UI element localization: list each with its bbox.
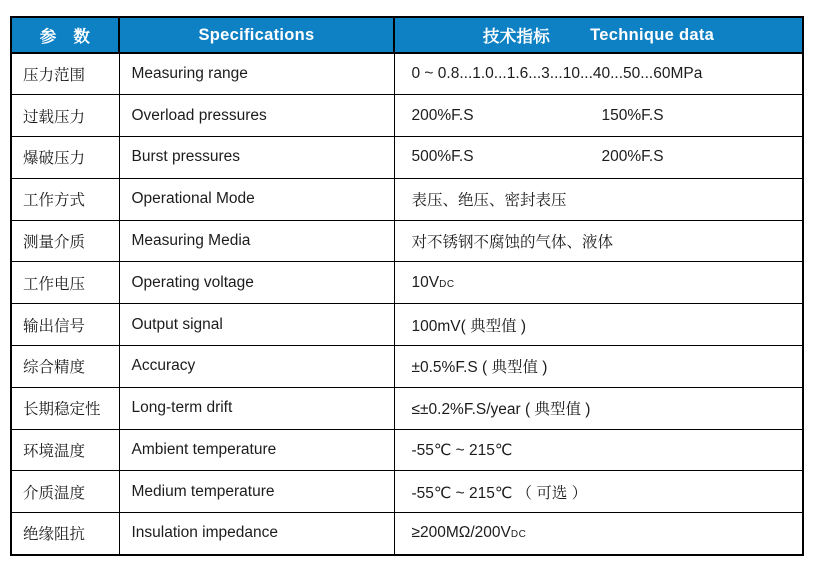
value-text: 500%F.S	[411, 148, 474, 166]
header-row	[11, 17, 803, 53]
value-secondary: 150%F.S	[601, 106, 664, 124]
value-text: 200%F.S	[411, 106, 474, 124]
table-row	[11, 304, 803, 346]
technique-value-cell	[394, 387, 803, 429]
technique-value-cell	[394, 178, 803, 220]
technique-value-cell	[394, 53, 803, 95]
value-text: 100mV( 典型值 )	[411, 317, 527, 335]
parameter-cn-cell: 工作电压	[11, 262, 119, 304]
technique-value-cell	[394, 137, 803, 179]
value-text: 表压、绝压、密封表压	[411, 192, 567, 210]
technique-value-cell	[394, 429, 803, 471]
spec-table-body	[11, 53, 803, 555]
specification-en-cell: Medium temperature	[119, 471, 394, 513]
header-technique-cn: 技术指标	[482, 28, 551, 46]
specification-en-cell: Measuring Media	[119, 220, 394, 262]
value-text: -55℃ ~ 215℃ （ 可选 ）	[411, 484, 588, 502]
value-text: -55℃ ~ 215℃	[411, 441, 513, 459]
table-row	[11, 471, 803, 513]
parameter-cn-cell: 长期稳定性	[11, 387, 119, 429]
parameter-cn-cell: 工作方式	[11, 178, 119, 220]
table-row	[11, 262, 803, 304]
parameter-cn-cell: 爆破压力	[11, 137, 119, 179]
header-parameter: 参 数	[11, 17, 119, 53]
header-technique-en: Technique data	[590, 25, 715, 44]
header-technique-data	[394, 17, 803, 53]
spec-sheet	[10, 16, 802, 556]
table-row	[11, 178, 803, 220]
value-text: 对不锈钢不腐蚀的气体、液体	[411, 234, 614, 252]
specification-en-cell: Operating voltage	[119, 262, 394, 304]
technique-value-cell	[394, 220, 803, 262]
table-row	[11, 387, 803, 429]
table-row	[11, 95, 803, 137]
parameter-cn-cell: 介质温度	[11, 471, 119, 513]
value-text: ±0.5%F.S ( 典型值 )	[411, 359, 548, 377]
table-row	[11, 137, 803, 179]
technique-value-cell	[394, 346, 803, 388]
parameter-cn-cell: 综合精度	[11, 346, 119, 388]
table-row	[11, 429, 803, 471]
parameter-cn-cell: 测量介质	[11, 220, 119, 262]
specifications-table	[10, 16, 804, 556]
value-text: ≤±0.2%F.S/year ( 典型值 )	[411, 401, 591, 419]
specification-en-cell: Output signal	[119, 304, 394, 346]
table-row	[11, 346, 803, 388]
table-row	[11, 220, 803, 262]
parameter-cn-cell: 压力范围	[11, 53, 119, 95]
specification-en-cell: Long-term drift	[119, 387, 394, 429]
value-text: ≥200MΩ/200V	[411, 524, 511, 542]
technique-value-cell	[394, 513, 803, 555]
parameter-cn-cell: 输出信号	[11, 304, 119, 346]
value-secondary: 200%F.S	[601, 148, 664, 166]
value-text: 10V	[411, 273, 440, 291]
table-row	[11, 53, 803, 95]
specification-en-cell: Ambient temperature	[119, 429, 394, 471]
value-subscript: DC	[439, 278, 455, 290]
table-row	[11, 513, 803, 555]
technique-value-cell	[394, 262, 803, 304]
technique-value-cell	[394, 471, 803, 513]
specification-en-cell: Insulation impedance	[119, 513, 394, 555]
parameter-cn-cell: 环境温度	[11, 429, 119, 471]
value-text: 0 ~ 0.8...1.0...1.6...3...10...40...50...60MPa	[411, 65, 703, 83]
parameter-cn-cell: 过载压力	[11, 95, 119, 137]
technique-value-cell	[394, 304, 803, 346]
specification-en-cell: Accuracy	[119, 346, 394, 388]
table-header	[11, 17, 803, 53]
specification-en-cell: Measuring range	[119, 53, 394, 95]
specification-en-cell: Burst pressures	[119, 137, 394, 179]
value-subscript: DC	[510, 529, 527, 541]
specification-en-cell: Operational Mode	[119, 178, 394, 220]
header-specifications: Specifications	[119, 17, 394, 53]
specification-en-cell: Overload pressures	[119, 95, 394, 137]
technique-value-cell	[394, 95, 803, 137]
parameter-cn-cell: 绝缘阻抗	[11, 513, 119, 555]
